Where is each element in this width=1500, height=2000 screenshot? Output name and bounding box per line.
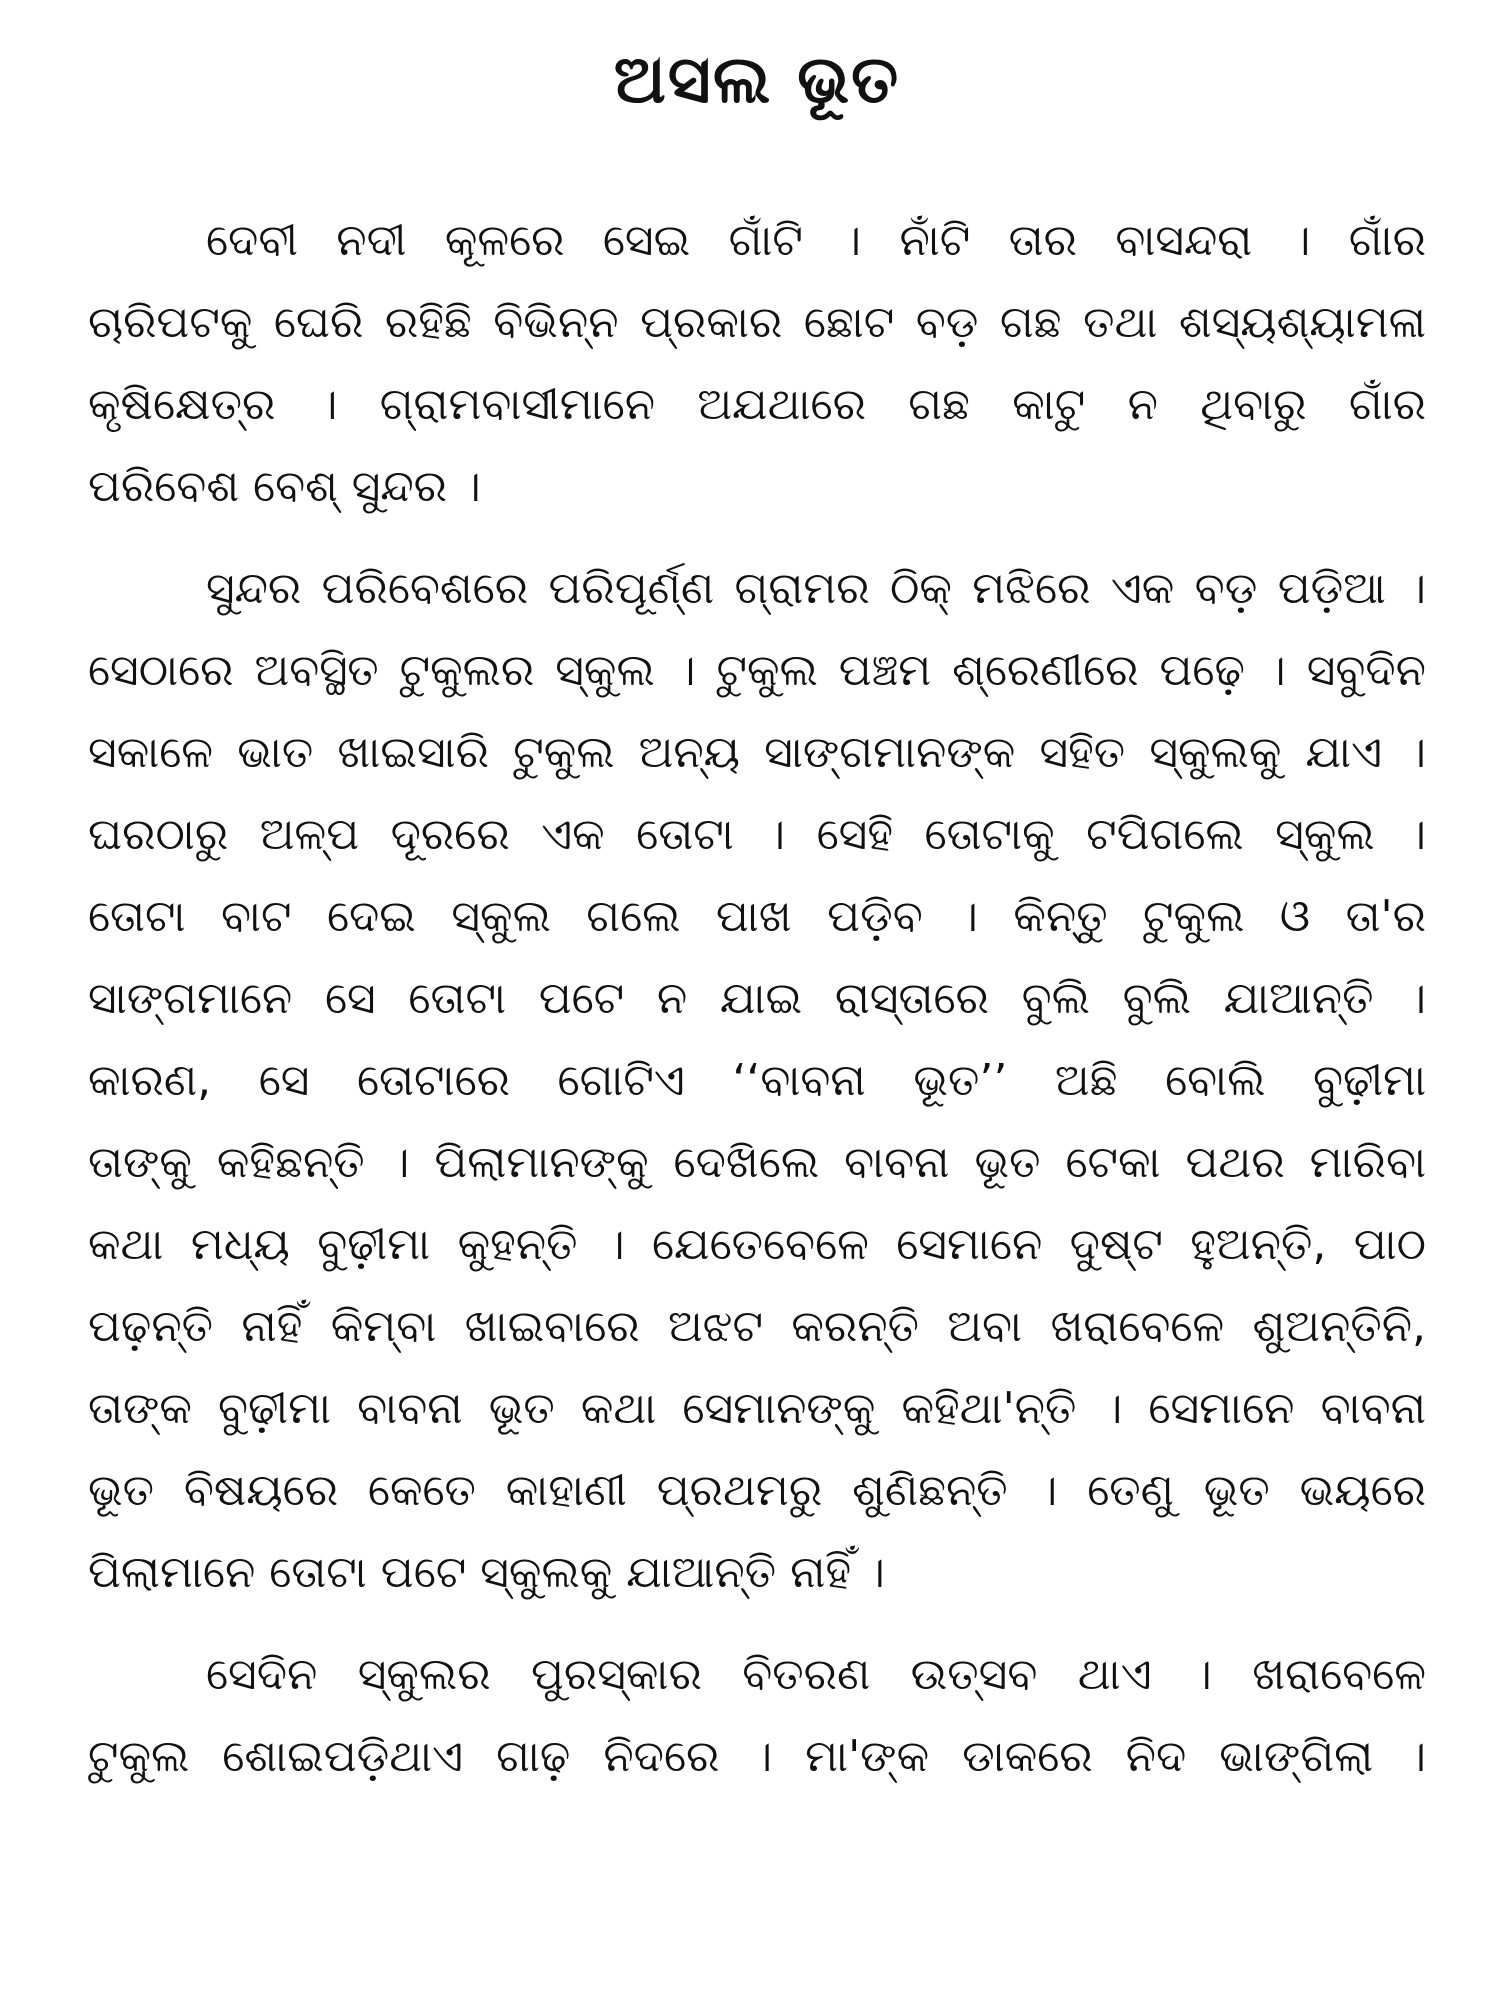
text-line: କୃଷିକ୍ଷେତ୍ର । ଗ୍ରାମବାସୀମାନେ ଅଯଥାରେ ଗଛ କାଟୁ ନ ଥିବାରୁ ଗାଁର — [88, 379, 1426, 430]
paragraph-1 — [88, 200, 1426, 528]
text-line: ତୋଟା ବାଟ ଦେଇ ସ୍କୁଲ ଗଲେ ପାଖ ପଡ଼ିବ । କିନ୍ତୁ ଟୁକୁଲ ଓ ତା'ର — [88, 891, 1426, 942]
text-line: ସୁନ୍ଦର ପରିବେଶରେ ପରିପୂର୍ଣ୍ଣ ଗ୍ରାମର ଠିକ୍ ମଝିରେ ଏକ ବଡ଼ ପଡ଼ିଆ । — [206, 563, 1426, 614]
text-line: ସେଦିନ ସ୍କୁଲର ପୁରସ୍କାର ବିତରଣ ଉତ୍ସବ ଥାଏ । ଖରାବେଳେ — [206, 1649, 1426, 1700]
text-line: ତାଙ୍କ ବୁଢ଼ୀମା ବାବନା ଭୂତ କଥା ସେମାନଙ୍କୁ କହିଥା'ନ୍ତି । ସେମାନେ ବାବନା — [88, 1383, 1426, 1434]
text-line: କାରଣ, ସେ ତୋଟାରେ ଗୋଟିଏ ‘‘ବାବନା ଭୂତ’’ ଅଛି ବୋଲି ବୁଢ଼ୀମା — [88, 1055, 1426, 1106]
text-line: ତାଙ୍କୁ କହିଛନ୍ତି । ପିଲାମାନଙ୍କୁ ଦେଖିଲେ ବାବନା ଭୂତ ଟେକା ପଥର ମାରିବା — [88, 1137, 1426, 1188]
text-line: ସେଠାରେ ଅବସ୍ଥିତ ଟୁକୁଲର ସ୍କୁଲ । ଟୁକୁଲ ପଞ୍ଚମ ଶ୍ରେଣୀରେ ପଢ଼େ । ସବୁଦିନ — [88, 645, 1426, 696]
text-line: ପଢ଼ନ୍ତି ନାହିଁ କିମ୍ବା ଖାଇବାରେ ଅଝଟ କରନ୍ତି ଅବା ଖରାବେଳେ ଶୁଅନ୍ତିନି, — [88, 1301, 1426, 1352]
text-line: ପରିବେଶ ବେଶ୍ ସୁନ୍ଦର । — [88, 461, 481, 512]
story-page — [88, 30, 1426, 1970]
text-line: କଥା ମଧ୍ୟ ବୁଢ଼ୀମା କୁହନ୍ତି । ଯେତେବେଳେ ସେମାନେ ଦୁଷ୍ଟ ହୁଅନ୍ତି, ପାଠ — [88, 1219, 1426, 1270]
text-line: ଟୁକୁଲ ଶୋଇପଡ଼ିଥାଏ ଗାଢ଼ ନିଦରେ । ମା'ଙ୍କ ଡାକରେ ନିଦ ଭାଙ୍ଗିଲା । — [88, 1731, 1426, 1782]
text-line: ଘରଠାରୁ ଅଳ୍ପ ଦୂରରେ ଏକ ତୋଟା । ସେହି ତୋଟାକୁ ଟପିଗଲେ ସ୍କୁଲ । — [88, 809, 1426, 860]
text-line: ସାଙ୍ଗମାନେ ସେ ତୋଟା ପଟେ ନ ଯାଇ ରାସ୍ତାରେ ବୁଲି ବୁଲି ଯାଆନ୍ତି । — [88, 973, 1426, 1024]
paragraph-2 — [88, 548, 1426, 1614]
story-title: ଅସଲ ଭୂତ — [613, 41, 901, 118]
paragraph-3 — [88, 1634, 1426, 1798]
text-line: ପିଲାମାନେ ତୋଟା ପଟେ ସ୍କୁଲକୁ ଯାଆନ୍ତି ନାହିଁ । — [88, 1547, 885, 1598]
text-line: ସକାଳେ ଭାତ ଖାଇସାରି ଟୁକୁଲ ଅନ୍ୟ ସାଙ୍ଗମାନଙ୍କ ସହିତ ସ୍କୁଲକୁ ଯାଏ । — [88, 727, 1426, 778]
text-line: ଚାରିପଟକୁ ଘେରି ରହିଛି ବିଭିନ୍ନ ପ୍ରକାର ଛୋଟ ବଡ଼ ଗଛ ତଥା ଶସ୍ୟଶ୍ୟାମଳା — [88, 297, 1426, 348]
text-line: ଦେବୀ ନଦୀ କୂଳରେ ସେଇ ଗାଁଟି । ନାଁଟି ତାର ବାସନ୍ଦରା । ଗାଁର — [206, 215, 1426, 266]
text-line: ଭୂତ ବିଷୟରେ କେତେ କାହାଣୀ ପ୍ରଥମରୁ ଶୁଣିଛନ୍ତି । ତେଣୁ ଭୂତ ଭୟରେ — [88, 1465, 1426, 1516]
